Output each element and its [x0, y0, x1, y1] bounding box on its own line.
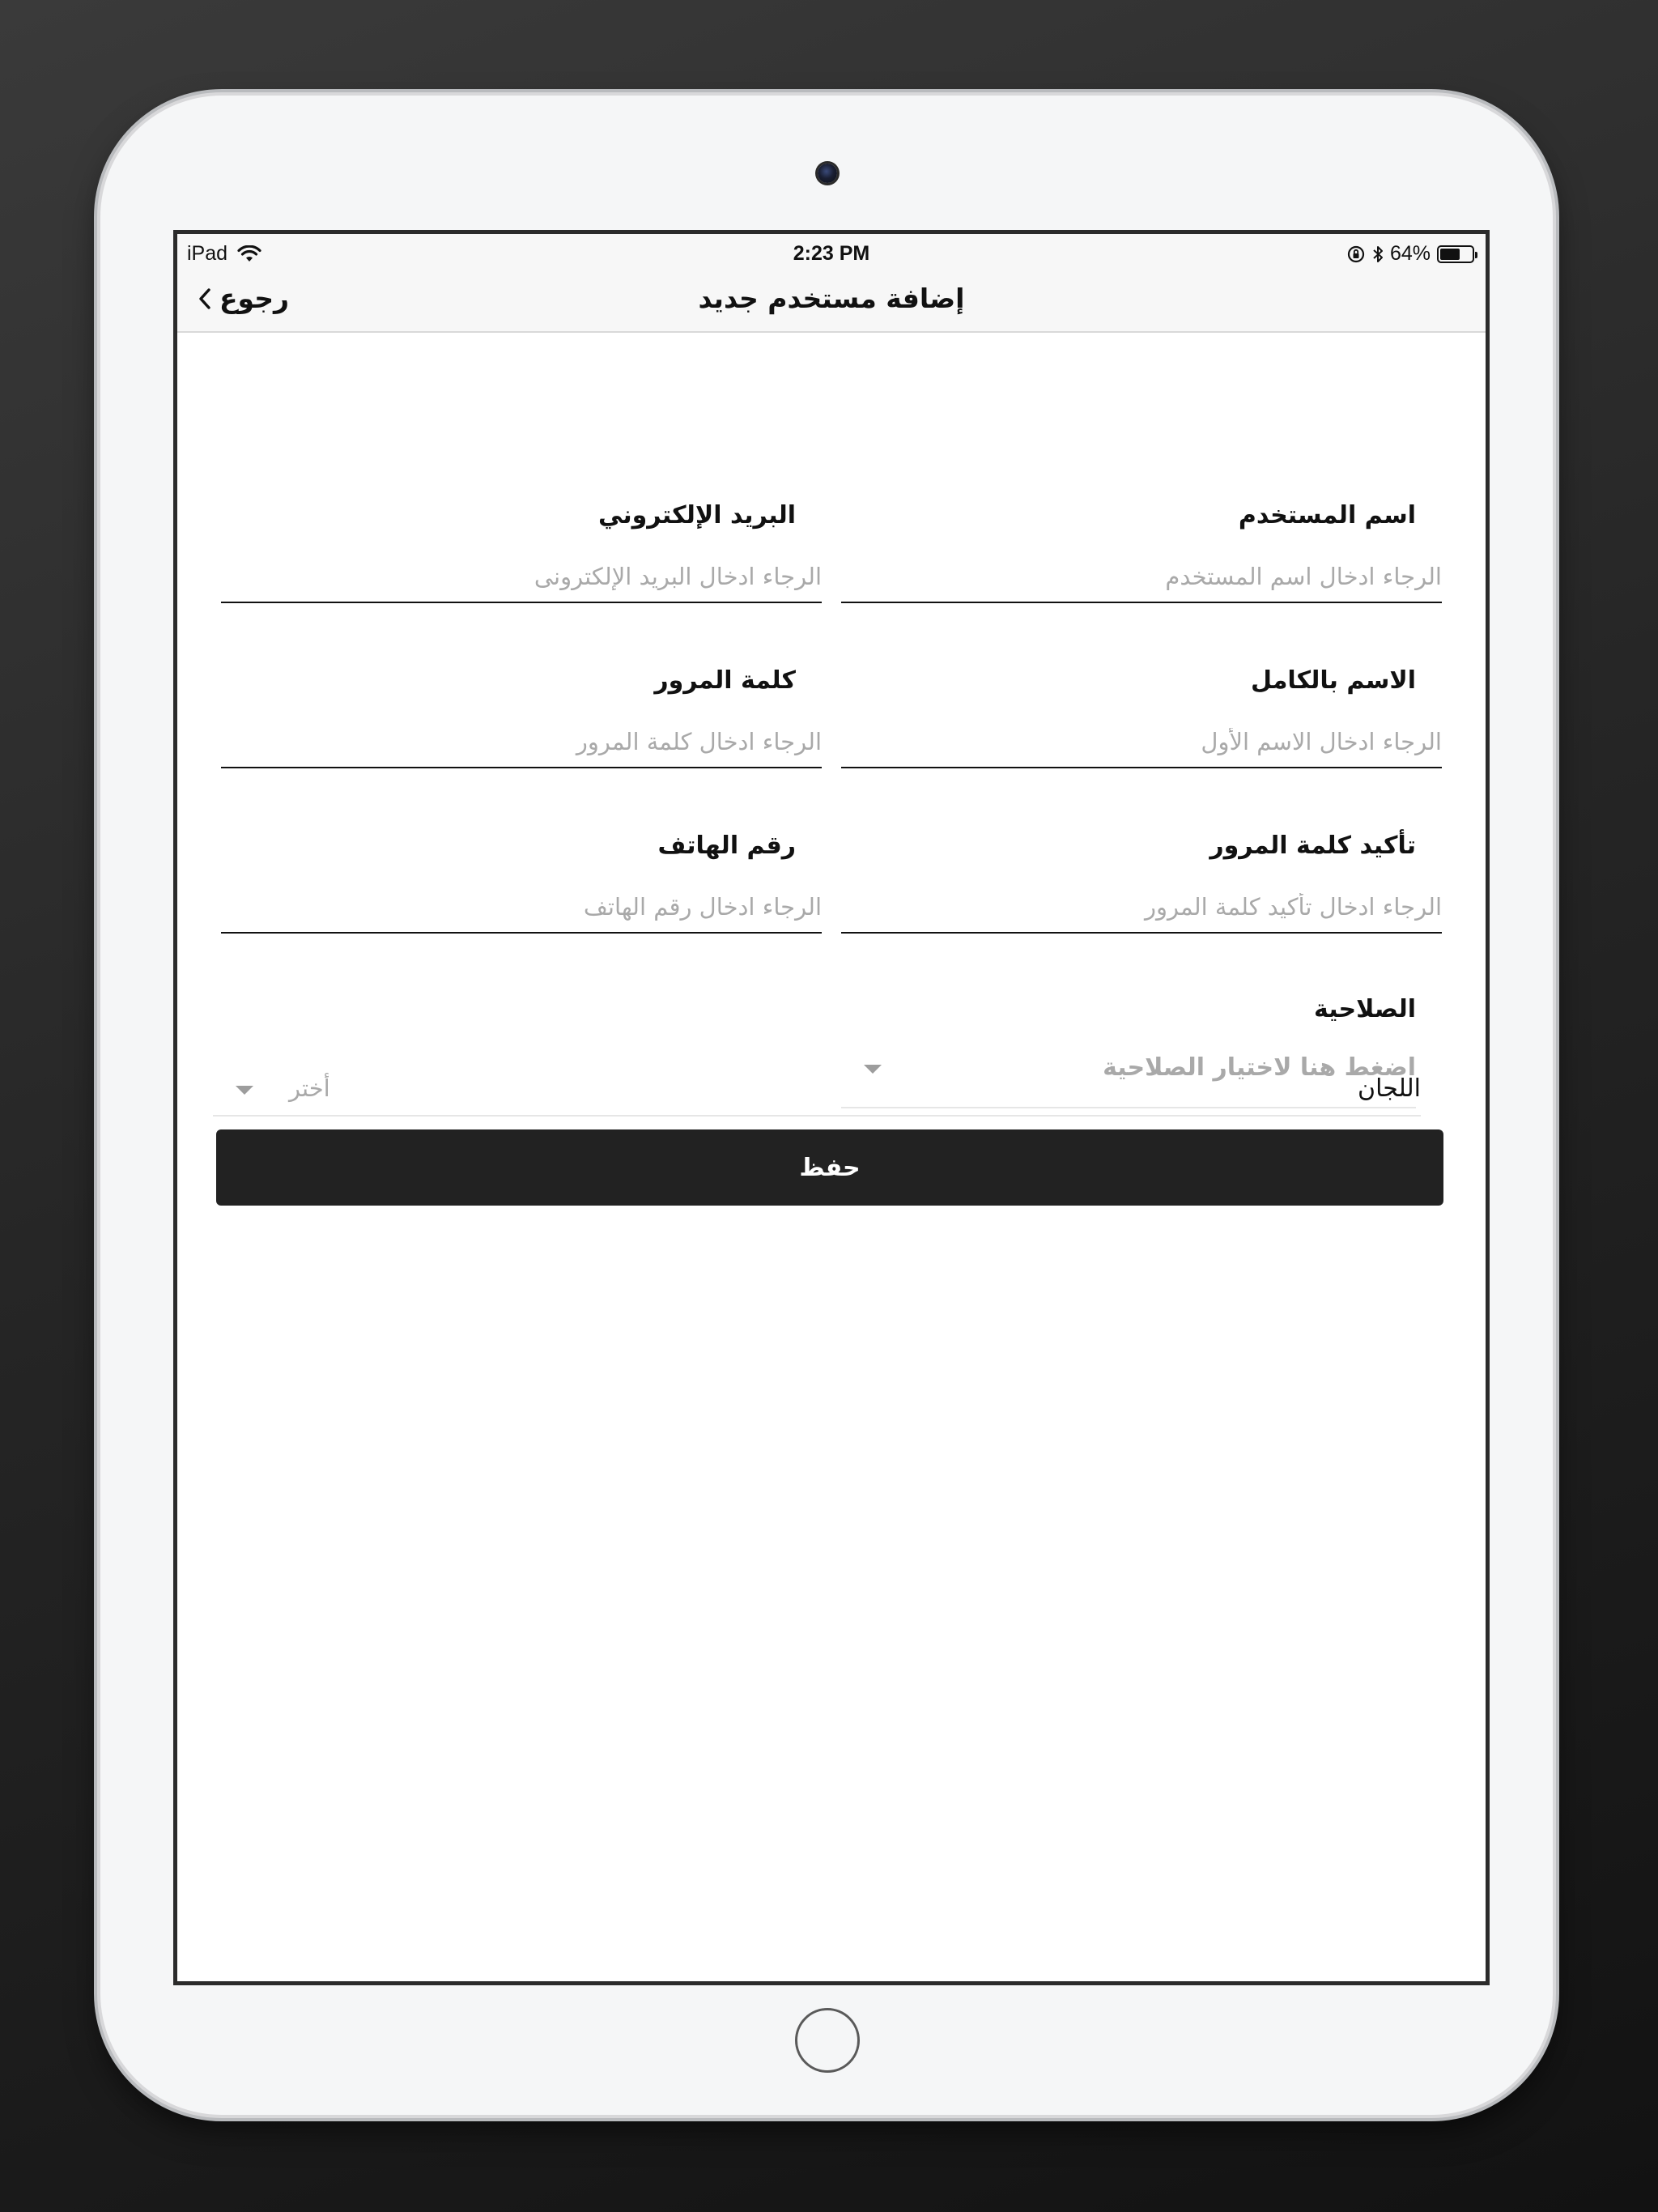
- status-right: [1346, 242, 1474, 266]
- confirm-password-input[interactable]: [841, 893, 1442, 934]
- permission-placeholder: اضغط هنا لاختيار الصلاحية: [1103, 1053, 1416, 1082]
- battery-icon: [1437, 245, 1474, 263]
- phone-label: رقم الهاتف: [657, 832, 796, 860]
- navigation-bar: [177, 271, 1486, 333]
- password-input[interactable]: [221, 728, 822, 768]
- bluetooth-icon: [1372, 245, 1384, 264]
- full-name-label: الاسم بالكامل: [1251, 666, 1416, 695]
- committees-placeholder: أختر: [289, 1074, 330, 1102]
- email-field: [221, 501, 822, 610]
- back-label: رجوع: [219, 283, 290, 314]
- status-time: 2:23 PM: [793, 242, 870, 265]
- username-field: [841, 501, 1442, 610]
- username-input[interactable]: [841, 563, 1442, 603]
- home-button[interactable]: [795, 2008, 860, 2073]
- chevron-down-icon: [236, 1086, 253, 1095]
- username-label: اسم المستخدم: [1238, 501, 1416, 530]
- full-name-field: [841, 666, 1442, 775]
- battery-percent: 64%: [1389, 242, 1431, 265]
- battery-level: [1440, 249, 1460, 260]
- email-input[interactable]: [221, 563, 822, 603]
- device-name: iPad: [187, 242, 228, 265]
- committees-label: اللجان: [1358, 1074, 1421, 1103]
- orientation-lock-icon: [1346, 245, 1366, 264]
- full-name-input[interactable]: [841, 728, 1442, 768]
- save-button[interactable]: حفظ: [216, 1129, 1443, 1206]
- confirm-password-label: تأكيد كلمة المرور: [1209, 832, 1416, 860]
- ipad-frame: [100, 96, 1553, 2115]
- status-bar: [177, 234, 1486, 271]
- password-label: كلمة المرور: [654, 666, 796, 695]
- email-label: البريد الإلكتروني: [598, 501, 796, 530]
- page-title: إضافة مستخدم جديد: [698, 283, 965, 314]
- front-camera: [818, 164, 837, 183]
- confirm-password-field: [841, 832, 1442, 940]
- chevron-down-icon: [864, 1065, 882, 1074]
- committees-select[interactable]: [213, 1074, 1421, 1117]
- phone-input[interactable]: [221, 893, 822, 934]
- password-field: [221, 666, 822, 775]
- app-screen: [173, 230, 1490, 1985]
- phone-field: [221, 832, 822, 940]
- permission-label: الصلاحية: [1314, 995, 1416, 1023]
